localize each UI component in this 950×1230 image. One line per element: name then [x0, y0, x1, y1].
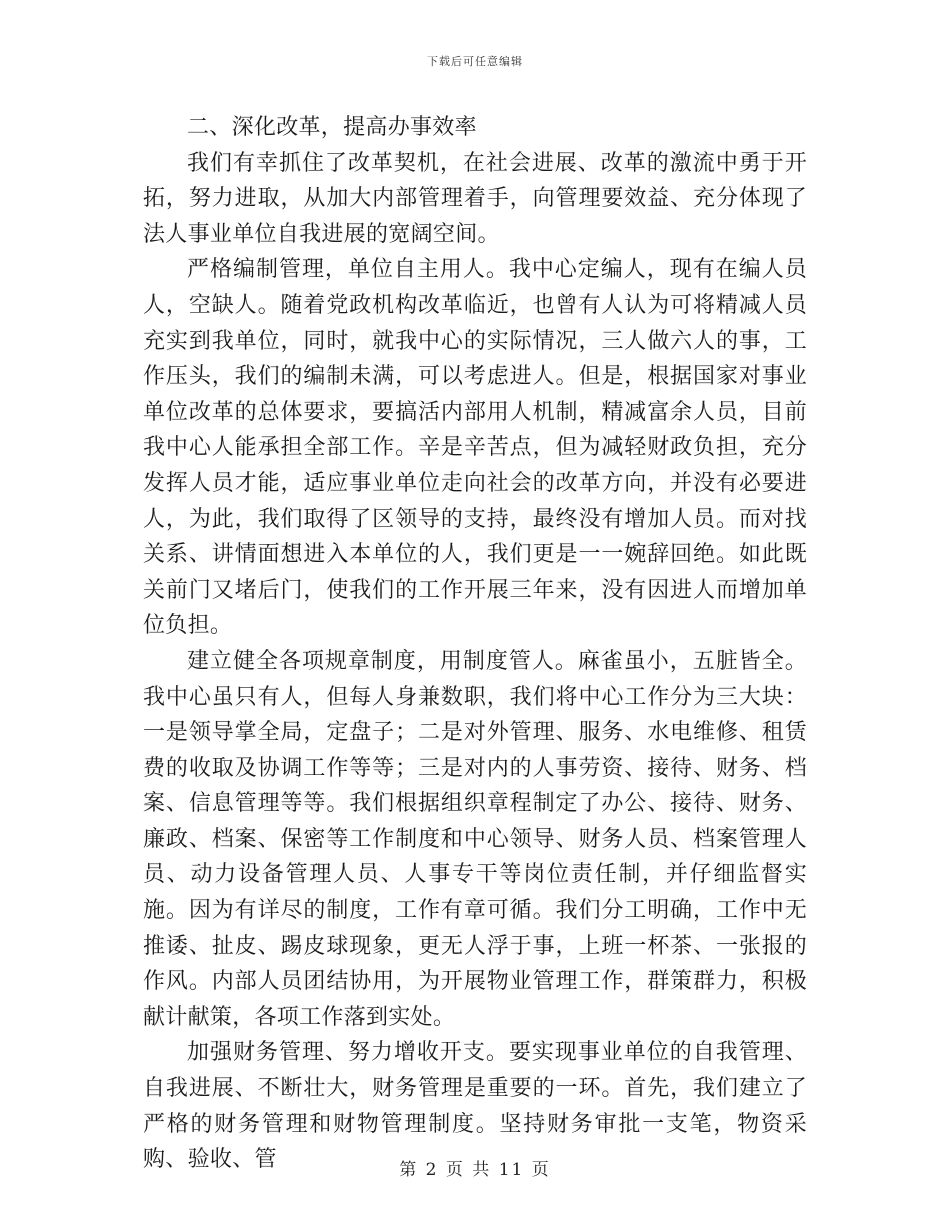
- page-header: 下载后可任意编辑: [427, 55, 523, 68]
- paragraph: 严格编制管理，单位自主用人。我中心定编人，现有在编人员人，空缺人。随着党政机构改革临近，也曾有人认为可将精减人员充实到我单位，同时，就我中心的实际情况，三人做六人的事，工作压头，我们的编制未满，可以考虑进人。但是，根据国家对事业单位改革的总体要求，要搞活内部用人机制，精减富余人员，目前我中心人能承担全部工作。辛是辛苦点，但为减轻财政负担，充分发挥人员才能，适应事业单位走向社会的改革方向，并没有必要进人，为此，我们取得了区领导的支持，最终没有增加人员。而对找关系、讲情面想进入本单位的人，我们更是一一婉辞回绝。如此既关前门又堵后门，使我们的工作开展三年来，没有因进人而增加单位负担。: [143, 257, 807, 639]
- page-footer: 第 2 页 共 11 页: [399, 1160, 551, 1180]
- paragraph-heading: 二、深化改革，提高办事效率: [187, 115, 477, 140]
- paragraph: 建立健全各项规章制度，用制度管人。麻雀虽小，五脏皆全。我中心虽只有人，但每人身兼数职，我们将中心工作分为三大块：一是领导掌全局，定盘子；二是对外管理、服务、水电维修、租赁费的收取及协调工作等等；三是对内的人事劳资、接待、财务、档案、信息管理等等。我们根据组织章程制定了办公、接待、财务、廉政、档案、保密等工作制度和中心领导、财务人员、档案管理人员、动力设备管理人员、人事专干等岗位责任制，并仔细监督实施。因为有详尽的制度，工作有章可循。我们分工明确，工作中无推诿、扯皮、踢皮球现象，更无人浮于事，上班一杯茶、一张报的作风。内部人员团结协用，为开展物业管理工作，群策群力，积极献计献策，各项工作落到实处。: [143, 648, 807, 1030]
- paragraph: 我们有幸抓住了改革契机，在社会进展、改革的激流中勇于开拓，努力进取，从加大内部管理着手，向管理要效益、充分体现了法人事业单位自我进展的宽阔空间。: [143, 150, 807, 247]
- paragraph: 加强财务管理、努力增收开支。要实现事业单位的自我管理、自我进展、不断壮大，财务管理是重要的一环。首先，我们建立了严格的财务管理和财物管理制度。坚持财务审批一支笔，物资采购、验收、管: [143, 1040, 807, 1173]
- document-body: [143, 110, 807, 1178]
